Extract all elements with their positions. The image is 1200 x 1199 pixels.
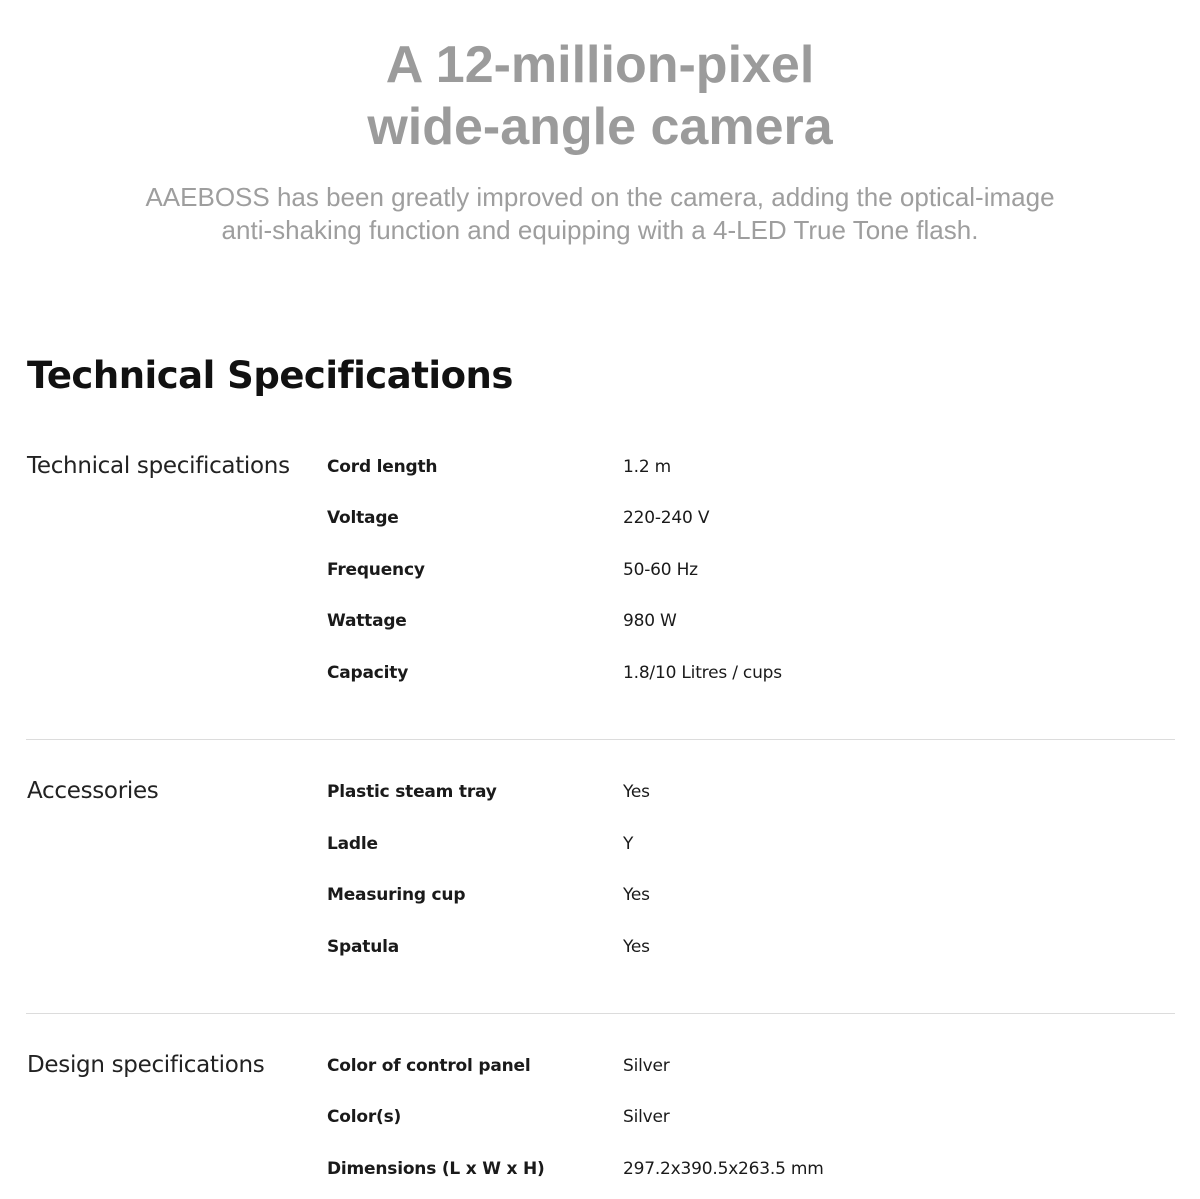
spec-value: 1.8/10 Litres / cups	[623, 663, 782, 683]
spec-value: Silver	[623, 1107, 670, 1127]
spec-value: 220-240 V	[623, 508, 710, 528]
spec-key: Color of control panel	[327, 1056, 531, 1076]
spec-key: Cord length	[327, 457, 438, 477]
spec-value: Yes	[623, 885, 650, 905]
spec-value: Y	[623, 834, 634, 854]
hero-subtitle-line-1: AAEBOSS has been greatly improved on the camera, adding the optical-image	[145, 182, 1055, 212]
spec-key: Color(s)	[327, 1107, 402, 1127]
spec-key: Dimensions (L x W x H)	[327, 1159, 545, 1179]
spec-key: Plastic steam tray	[327, 782, 497, 802]
section-label: Accessories	[27, 778, 159, 804]
spec-value: Yes	[623, 937, 650, 957]
spec-row	[0, 932, 1200, 962]
section-divider	[26, 1013, 1175, 1014]
spec-key: Wattage	[327, 611, 407, 631]
spec-value: Silver	[623, 1056, 670, 1076]
spec-key: Capacity	[327, 663, 409, 683]
spec-key: Ladle	[327, 834, 378, 854]
spec-row	[0, 1102, 1200, 1132]
spec-row	[0, 829, 1200, 859]
spec-row	[0, 880, 1200, 910]
spec-key: Frequency	[327, 560, 425, 580]
spec-row	[0, 606, 1200, 636]
spec-key: Measuring cup	[327, 885, 466, 905]
spec-value: 50-60 Hz	[623, 560, 698, 580]
spec-value: 297.2x390.5x263.5 mm	[623, 1159, 824, 1179]
hero-subtitle-line-2: anti-shaking function and equipping with a 4-LED True Tone flash.	[221, 215, 979, 245]
hero-title-line-1: A 12-million-pixel	[385, 36, 815, 94]
spec-value: 1.2 m	[623, 457, 671, 477]
spec-row	[0, 1051, 1200, 1081]
spec-row	[0, 777, 1200, 807]
spec-row	[0, 503, 1200, 533]
spec-key: Spatula	[327, 937, 400, 957]
spec-row	[0, 658, 1200, 688]
hero-title	[0, 34, 1200, 158]
spec-value: 980 W	[623, 611, 677, 631]
spec-row	[0, 555, 1200, 585]
spec-value: Yes	[623, 782, 650, 802]
section-label: Technical specifications	[27, 453, 290, 479]
spec-key: Voltage	[327, 508, 399, 528]
section-label: Design specifications	[27, 1052, 265, 1078]
spec-row	[0, 1154, 1200, 1184]
hero-subtitle	[0, 181, 1200, 247]
spec-row	[0, 452, 1200, 482]
hero-title-line-2: wide-angle camera	[367, 98, 833, 156]
specifications-title: Technical Specifications	[27, 354, 513, 397]
section-divider	[26, 739, 1175, 740]
